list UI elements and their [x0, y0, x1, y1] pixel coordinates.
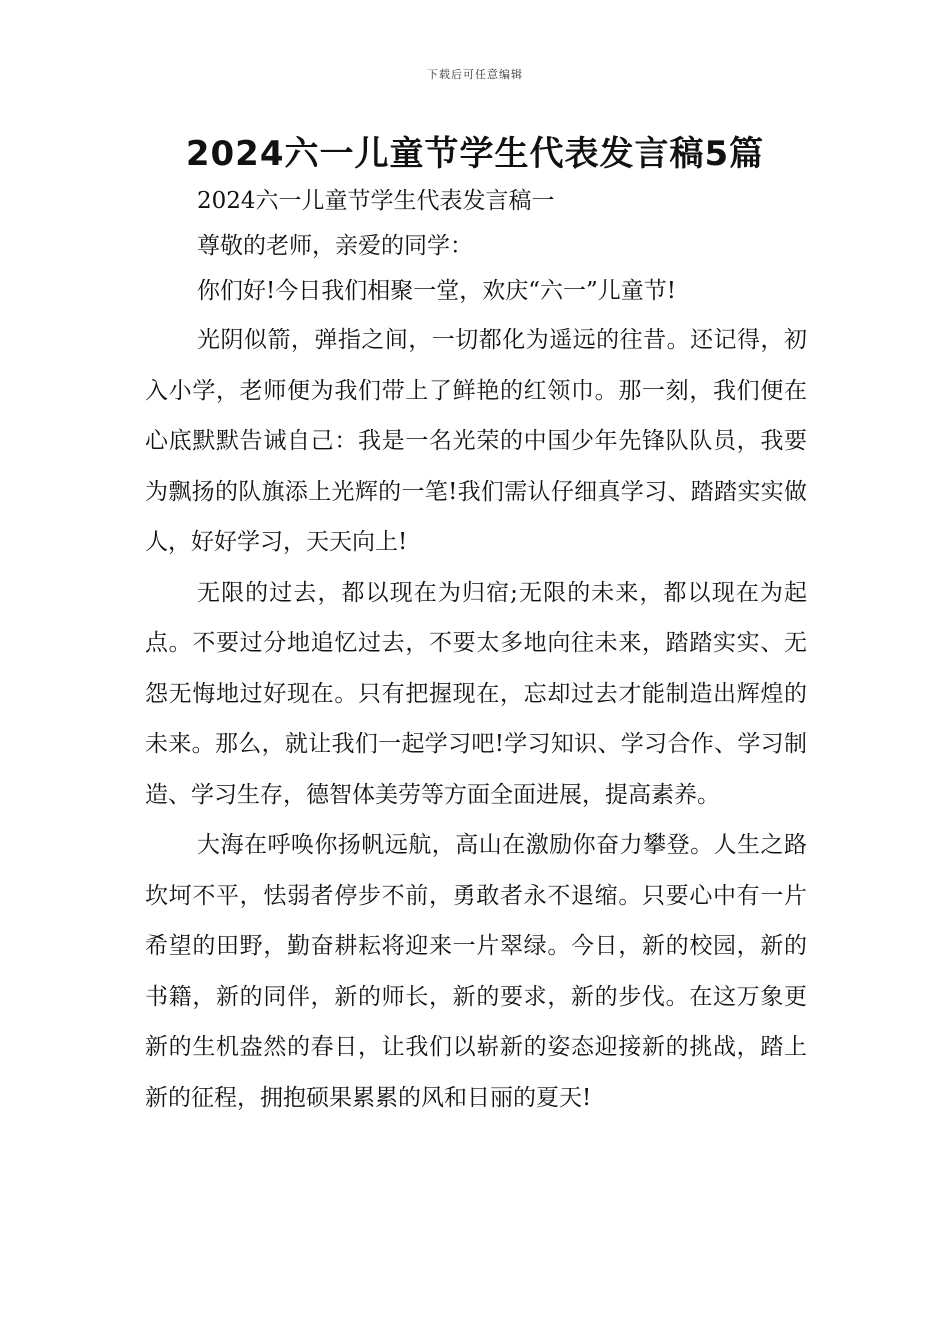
- salutation: 尊敬的老师，亲爱的同学：: [197, 233, 473, 259]
- document-title: 2024六一儿童节学生代表发言稿5篇: [185, 134, 765, 174]
- document-subtitle: 2024六一儿童节学生代表发言稿一: [197, 188, 555, 214]
- header-note: 下载后可任意编辑: [427, 68, 523, 81]
- paragraph-1: 光阴似箭，弹指之间，一切都化为遥远的往昔。还记得，初入小学，老师便为我们带上了鲜艳的红领巾。那一刻，我们便在心底默默告诫自己：我是一名光荣的中国少年先锋队队员，我要为飘扬的队旗添上光辉的一笔!我们需认仔细真学习、踏踏实实做人，好好学习，天天向上!: [145, 327, 807, 555]
- greeting: 你们好!今日我们相聚一堂，欢庆“六一”儿童节!: [197, 278, 677, 304]
- paragraph-3: 大海在呼唤你扬帆远航，高山在激励你奋力攀登。人生之路坎坷不平，怯弱者停步不前，勇敢者永不退缩。只要心中有一片希望的田野，勤奋耕耘将迎来一片翠绿。今日，新的校园，新的书籍，新的同伴，新的师长，新的要求，新的步伐。在这万象更新的生机盎然的春日，让我们以崭新的姿态迎接新的挑战，踏上新的征程，拥抱硕果累累的风和日丽的夏天!: [145, 832, 807, 1111]
- paragraph-2: 无限的过去，都以现在为归宿;无限的未来，都以现在为起点。不要过分地追忆过去，不要太多地向往未来，踏踏实实、无怨无悔地过好现在。只有把握现在，忘却过去才能制造出辉煌的未来。那么，就让我们一起学习吧!学习知识、学习合作、学习制造、学习生存，德智体美劳等方面全面进展，提高素养。: [145, 579, 807, 808]
- document-body: [145, 180, 807, 1123]
